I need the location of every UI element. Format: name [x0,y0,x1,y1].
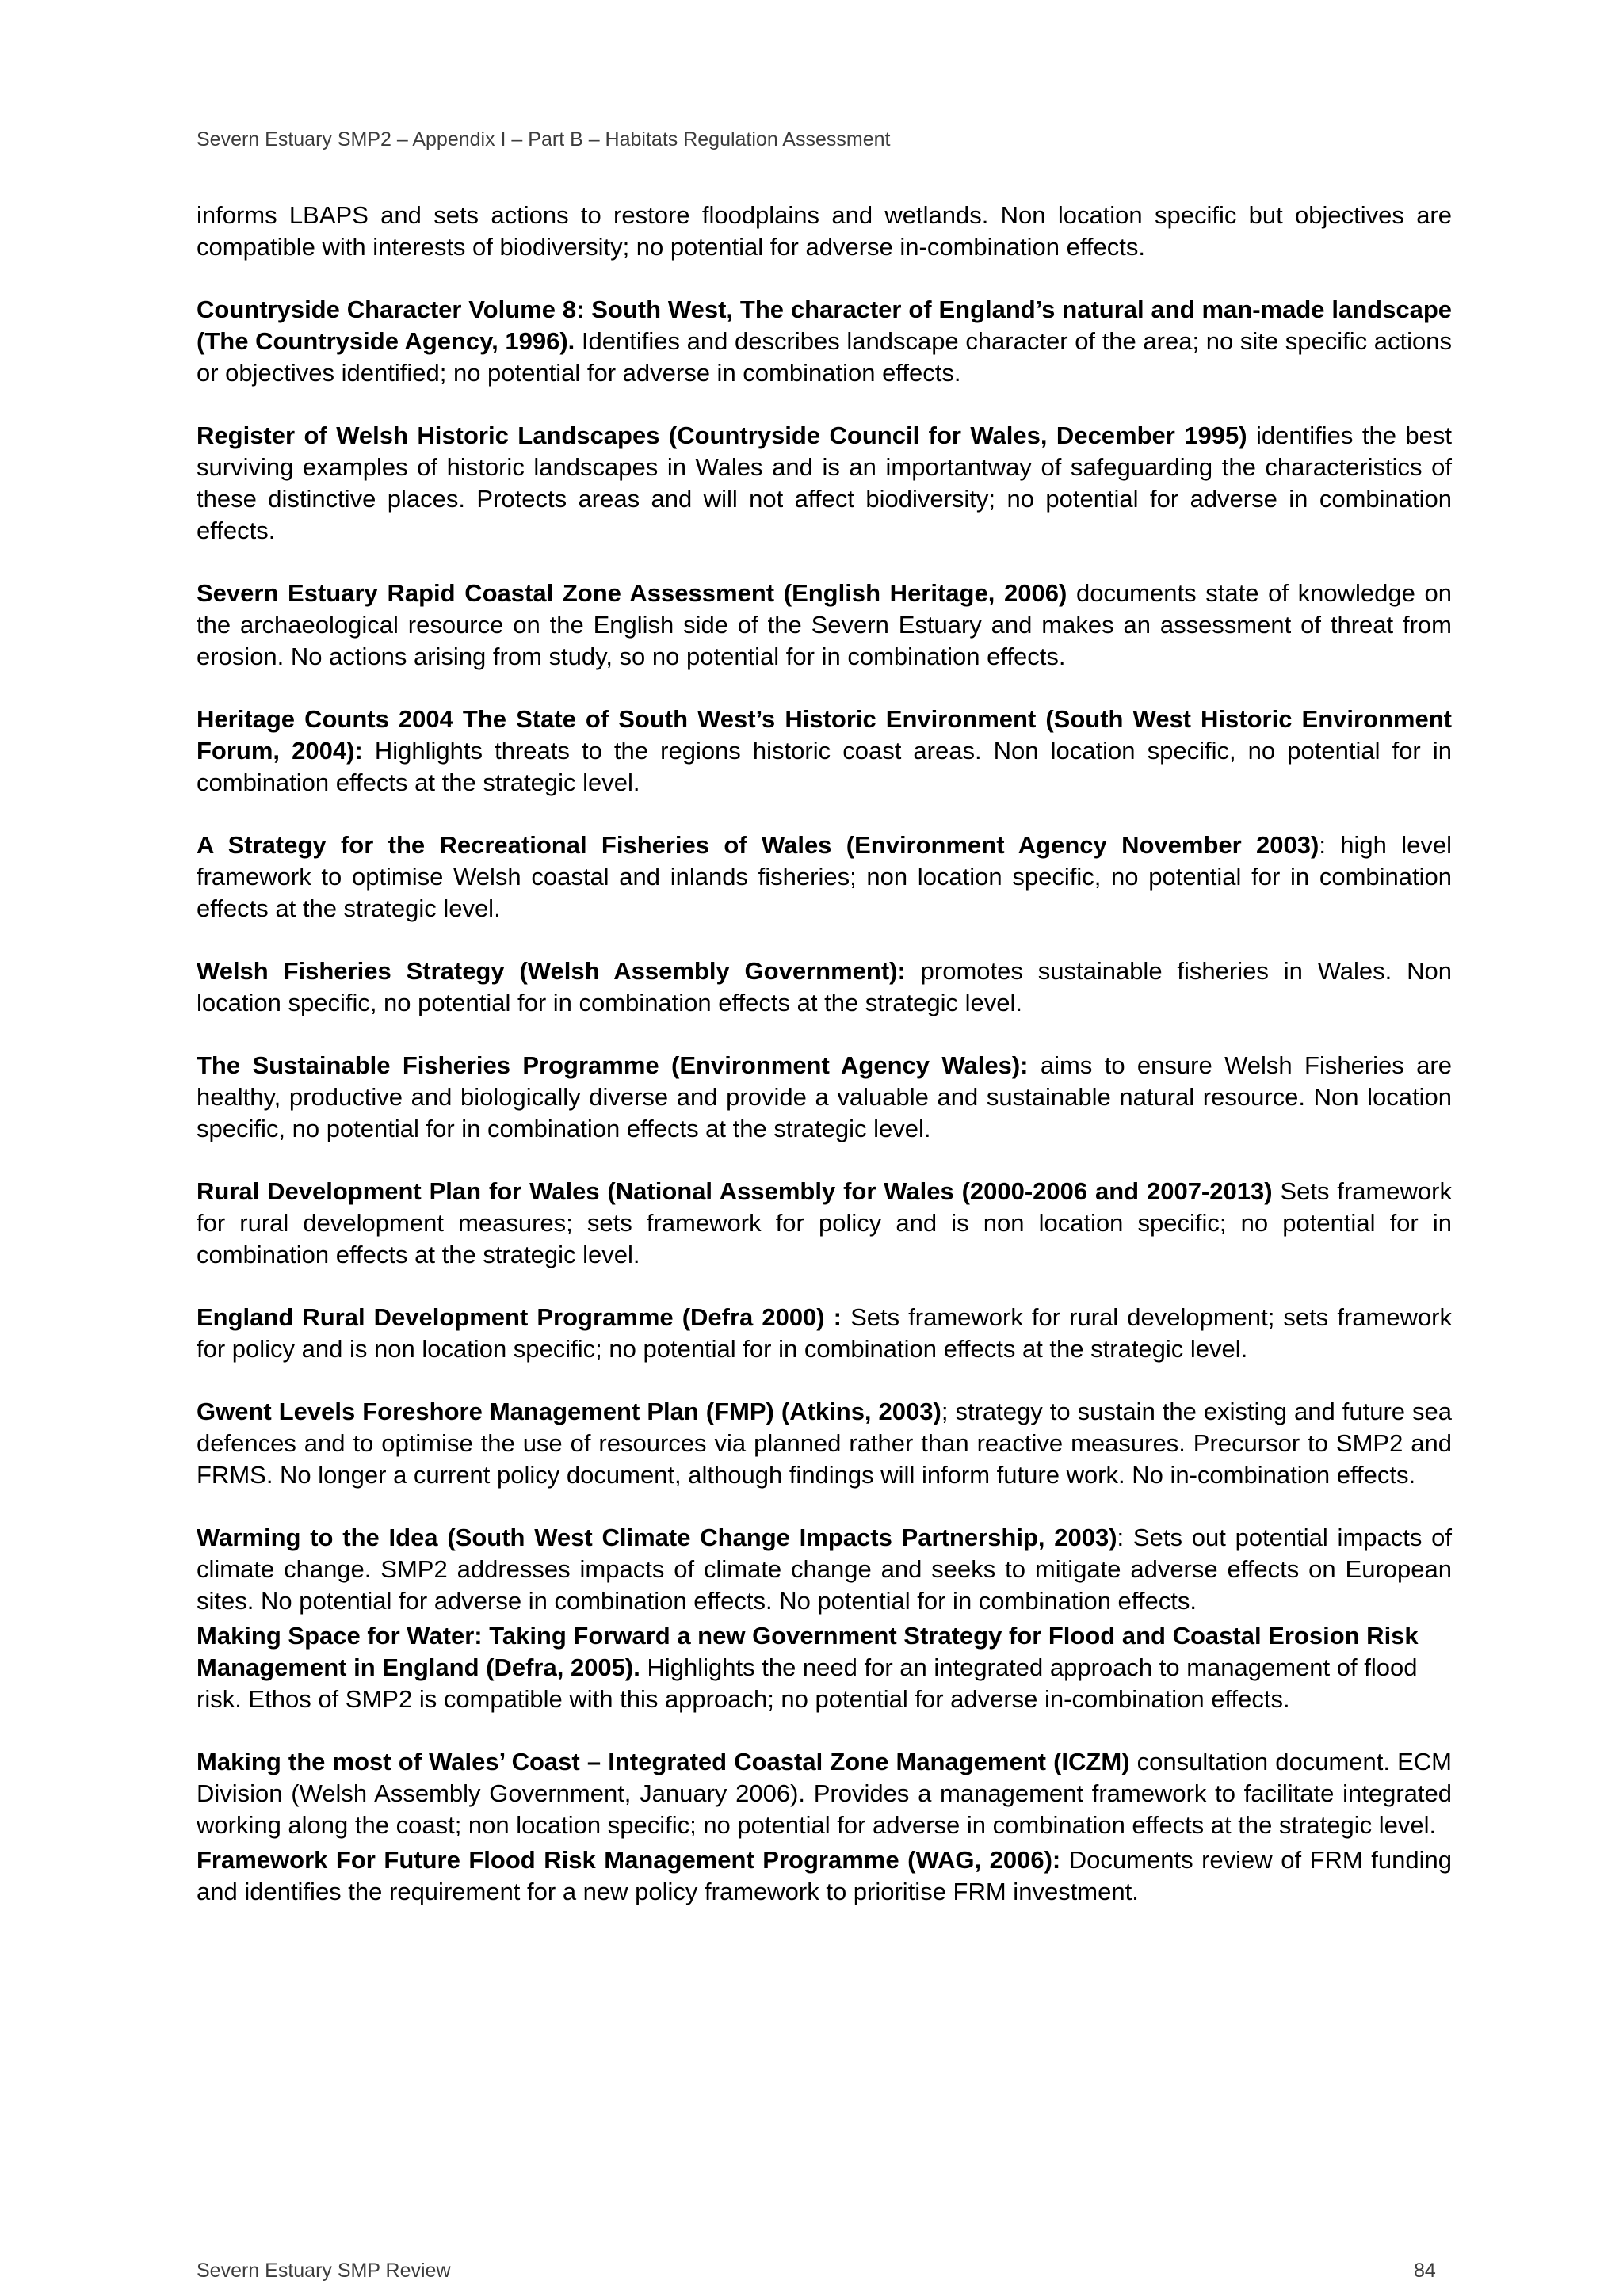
paragraph-text: informs LBAPS and sets actions to restore floodplains and wetlands. Non location specific but objectives are compatible with interests of biodiversity; no potential for adverse in-combination effects. [197,201,1452,261]
paragraph-text: : Sets out potential impacts of climate change. SMP2 addresses impacts of climate change and seeks to mitigate adverse effects on European sites. No potential for adverse in combination effects. No potential for in combination effects. [197,1524,1452,1615]
paragraph-rapid-coastal-zone [197,578,1452,673]
paragraph-welsh-fisheries-strategy [197,955,1452,1019]
paragraph-warming-to-the-idea [197,1522,1452,1617]
paragraph-text: Highlights the need for an integrated approach to management of flood risk. Ethos of SMP2 is compatible with this approach; no potential for adverse in-combination effects. [197,1653,1418,1713]
page-number: 84 [1414,2260,1436,2282]
paragraph-recreational-fisheries [197,830,1452,925]
paragraph-text: aims to ensure Welsh Fisheries are healthy, productive and biologically diverse and provide a valuable and sustainable natural resource. Non location specific, no potential for in combination effects at the strategic level. [197,1051,1452,1142]
paragraph-text: Documents review of FRM funding and identifies the requirement for a new policy framework to prioritise FRM investment. [197,1846,1452,1905]
paragraph-title: Welsh Fisheries Strategy (Welsh Assembly Government): [197,957,906,985]
paragraph-title: Severn Estuary Rapid Coastal Zone Assessment (English Heritage, 2006) [197,579,1067,607]
paragraph-title: The Sustainable Fisheries Programme (Environment Agency Wales): [197,1051,1029,1079]
paragraph-england-rural-development [197,1302,1452,1365]
paragraph-countryside-character [197,294,1452,389]
paragraph-welsh-historic-landscapes [197,420,1452,547]
paragraph-title: Countryside Character Volume 8: South West, The character of England’s natural and man-made landscape (The Countryside Agency, 1996). [197,296,1452,355]
paragraph-making-space-for-water [197,1620,1452,1715]
paragraph-lbaps-continuation [197,200,1452,263]
paragraph-title: A Strategy for the Recreational Fisheries of Wales (Environment Agency November 2003) [197,831,1319,859]
paragraph-text: ; strategy to sustain the existing and future sea defences and to optimise the use of resources via planned rather than reactive measures. Precursor to SMP2 and FRMS. No longer a current policy document, although findings will inform future work. No in-combination effects. [197,1398,1452,1489]
footer-document-title: Severn Estuary SMP Review [197,2260,451,2282]
paragraph-gwent-levels-fmp [197,1396,1452,1491]
paragraph-title: Heritage Counts 2004 The State of South West’s Historic Environment (South West Historic Environment Forum, 2004): [197,705,1452,765]
paragraph-text: Identifies and describes landscape character of the area; no site specific actions or objectives identified; no potential for adverse in combination effects. [197,327,1452,387]
paragraph-rural-development-wales [197,1176,1452,1271]
paragraph-text: Highlights threats to the regions historic coast areas. Non location specific, no potential for in combination effects at the strategic level. [197,737,1452,796]
paragraph-heritage-counts [197,704,1452,799]
document-body [197,200,1452,1939]
paragraph-sustainable-fisheries [197,1050,1452,1145]
paragraph-frm-programme [197,1844,1452,1908]
paragraph-text: : high level framework to optimise Welsh coastal and inlands fisheries; non location specific, no potential for in combination effects at the strategic level. [197,831,1452,922]
paragraph-title: Rural Development Plan for Wales (National Assembly for Wales (2000-2006 and 2007-2013) [197,1177,1273,1205]
paragraph-text: identifies the best surviving examples of historic landscapes in Wales and is an importantway of safeguarding the characteristics of these distinctive places. Protects areas and will not affect biodiversity; no potential for adverse in combination effects. [197,421,1452,544]
paragraph-title: Warming to the Idea (South West Climate Change Impacts Partnership, 2003) [197,1524,1117,1551]
running-header: Severn Estuary SMP2 – Appendix I – Part B – Habitats Regulation Assessment [197,128,891,151]
paragraph-title: Framework For Future Flood Risk Management Programme (WAG, 2006): [197,1846,1061,1874]
paragraph-title: Gwent Levels Foreshore Management Plan (FMP) (Atkins, 2003) [197,1398,941,1425]
paragraph-text: documents state of knowledge on the archaeological resource on the English side of the Severn Estuary and makes an assessment of threat from erosion. No actions arising from study, so no potential for in combination effects. [197,579,1453,670]
paragraph-title: Register of Welsh Historic Landscapes (Countryside Council for Wales, December 1995) [197,421,1247,449]
paragraph-text: consultation document. ECM Division (Welsh Assembly Government, January 2006). Provides a management framework to facilitate integrated working along the coast; non location specific; no potential for adverse in combination effects at the strategic level. [197,1748,1452,1839]
paragraph-wales-coast-iczm [197,1746,1452,1841]
paragraph-text: promotes sustainable fisheries in Wales. Non location specific, no potential for in combination effects at the strategic level. [197,957,1453,1016]
paragraph-text: Sets framework for rural development; sets framework for policy and is non location specific; no potential for in combination effects at the strategic level. [197,1303,1453,1363]
paragraph-text: Sets framework for rural development measures; sets framework for policy and is non location specific; no potential for in combination effects at the strategic level. [197,1177,1452,1268]
paragraph-title: England Rural Development Programme (Defra 2000) : [197,1303,842,1331]
paragraph-title: Making the most of Wales’ Coast – Integrated Coastal Zone Management (ICZM) [197,1748,1130,1775]
paragraph-title: Making Space for Water: Taking Forward a new Government Strategy for Flood and Coastal Erosion Risk Management in England (Defra, 2005). [197,1622,1419,1681]
